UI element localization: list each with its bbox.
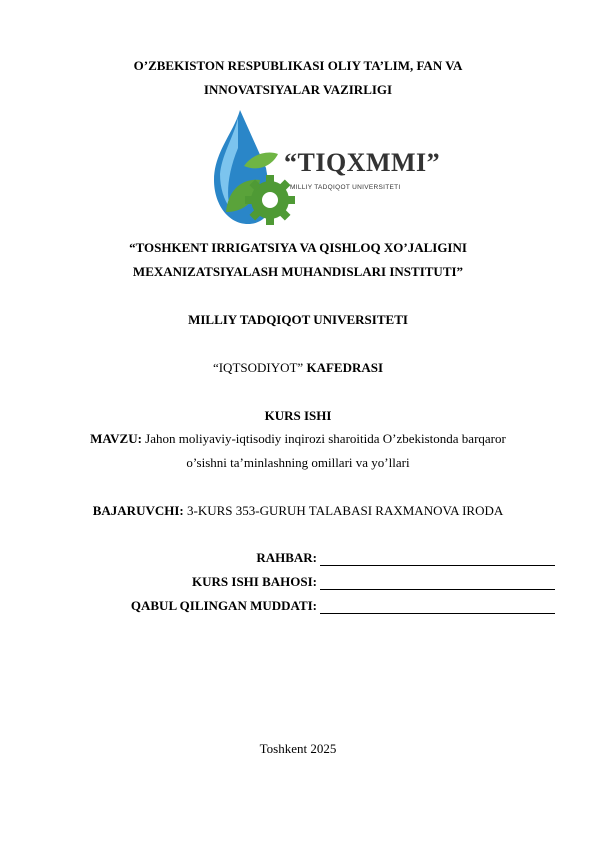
work-type: KURS ISHI <box>264 408 332 423</box>
accepted-date-line <box>320 613 555 614</box>
university-name: MILLIY TADQIQOT UNIVERSITETI <box>188 312 408 327</box>
author-label: BAJARUVCHI: <box>92 503 184 518</box>
topic-line-1 <box>0 431 596 447</box>
ministry-line-2: INNOVATSIYALAR VAZIRLIGI <box>203 82 393 97</box>
topic-label: MAVZU: <box>90 431 142 446</box>
department-label: KAFEDRASI <box>306 360 384 375</box>
topic-line-2: o’sishni ta’minlashning omillari va yo’llari <box>186 455 410 470</box>
grade-label: KURS ISHI BAHOSI: <box>192 574 317 589</box>
supervisor-label: RAHBAR: <box>256 550 317 565</box>
topic-text-1: Jahon moliyaviy-iqtisodiy inqirozi sharoitida O’zbekistonda barqaror <box>145 431 506 446</box>
supervisor-signature-line <box>320 565 555 566</box>
author-value: 3-KURS 353-GURUH TALABASI RAXMANOVA IRODA <box>186 503 504 518</box>
department-line <box>0 360 596 376</box>
logo-subtitle: MILLIY TADQIQOT UNIVERSITETI <box>290 184 401 191</box>
grade-line <box>320 589 555 590</box>
university-logo <box>208 108 448 230</box>
department-name: “IQTSODIYOT” <box>212 360 304 375</box>
city-year: Toshkent 2025 <box>259 741 337 756</box>
institute-line-2: MEXANIZATSIYALASH MUHANDISLARI INSTITUTI” <box>132 264 464 279</box>
accepted-date-label: QABUL QILINGAN MUDDATI: <box>130 598 317 613</box>
institute-line-1: “TOSHKENT IRRIGATSIYA VA QISHLOQ XO’JALIGINI <box>129 240 467 255</box>
logo-wordmark: “TIQXMMI” <box>284 148 441 177</box>
author-line <box>0 503 596 519</box>
ministry-line-1: O’ZBEKISTON RESPUBLIKASI OLIY TA’LIM, FAN VA <box>133 58 463 73</box>
